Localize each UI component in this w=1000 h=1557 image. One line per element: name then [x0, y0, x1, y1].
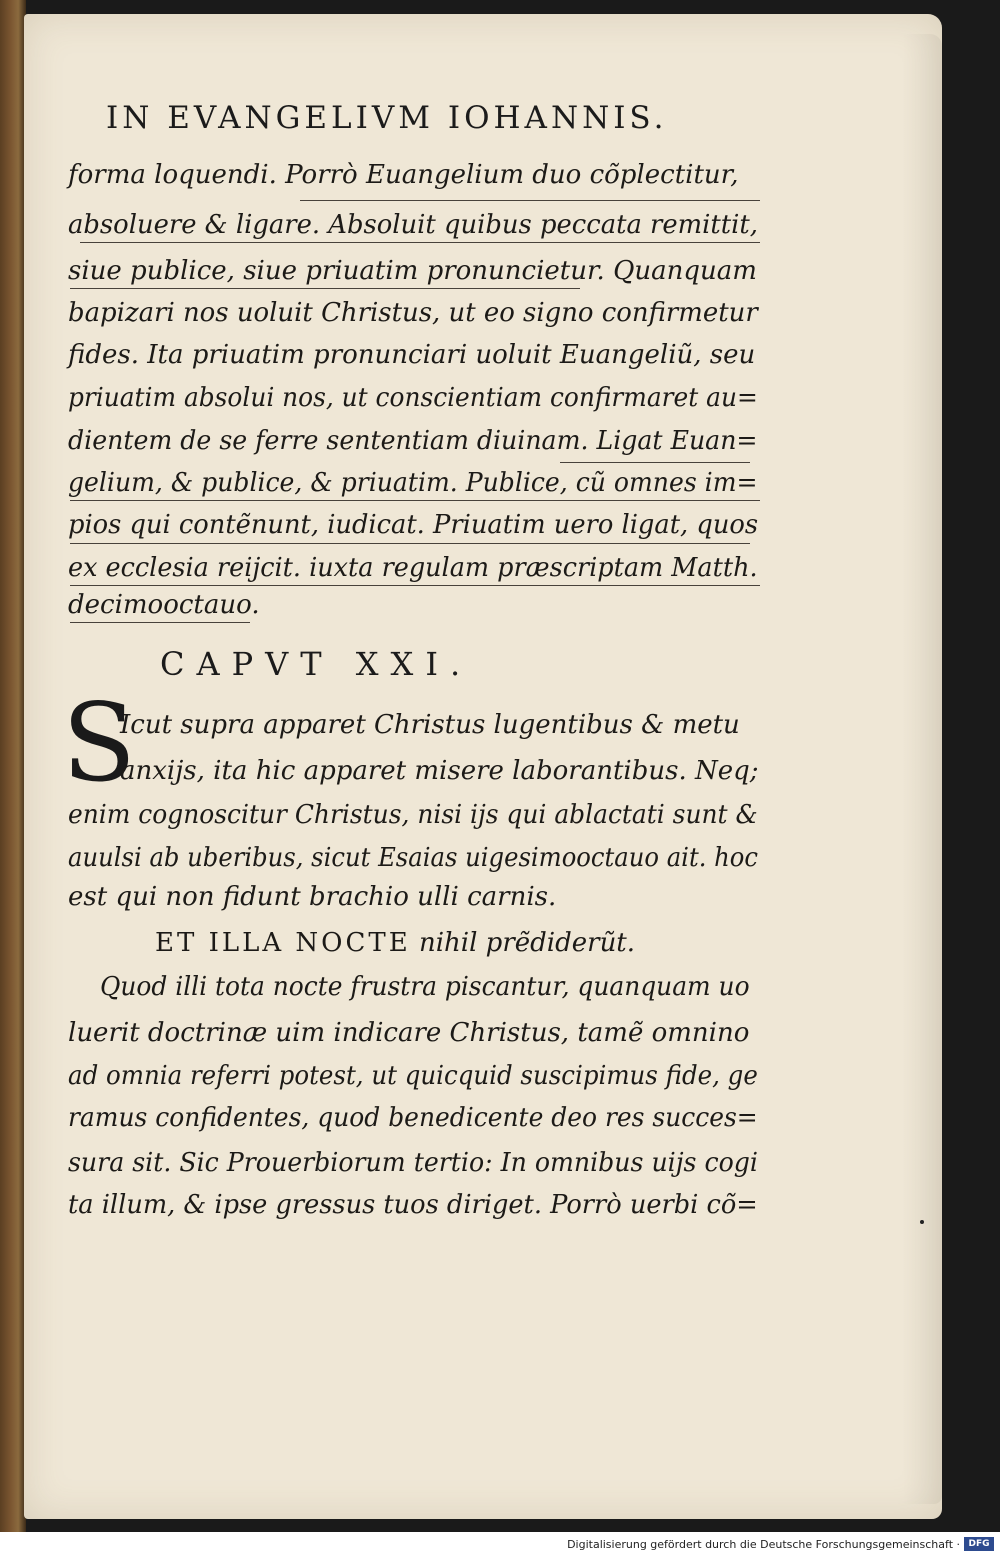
text-line: anxijs, ita hic apparet misere laborantibus. Neq; [120, 756, 759, 786]
running-header: IN EVANGELIVM IOHANNIS. [106, 100, 668, 136]
text-line: priuatim absolui nos, ut conscientiam confirmaret au= [68, 383, 758, 413]
ink-underline [70, 585, 760, 586]
text-line: Icut supra apparet Christus lugentibus & metu [120, 710, 740, 740]
text-line: gelium, & publice, & priuatim. Publice, cũ omnes im= [68, 468, 758, 498]
text-line: fides. Ita priuatim pronunciari uoluit Euangeliũ, seu [68, 340, 756, 370]
dfg-logo: DFG [964, 1537, 994, 1551]
text-line: ex ecclesia reijcit. iuxta regulam præscriptam Matth. [68, 553, 758, 583]
text-line: ad omnia referri potest, ut quicquid suscipimus fide, ge [68, 1061, 758, 1091]
lemma-caps: ET ILLA NOCTE [155, 928, 411, 958]
ink-speck [920, 1220, 924, 1224]
ink-underline [300, 200, 760, 201]
text-line: absoluere & ligare. Absoluit quibus peccata remittit, [68, 210, 758, 240]
ink-underline [70, 622, 250, 623]
text-line: ramus confidentes, quod benedicente deo res succes= [68, 1103, 758, 1133]
lemma-line [155, 930, 635, 956]
text-line: sura sit. Sic Prouerbiorum tertio: In omnibus uijs cogi [68, 1148, 758, 1178]
drop-capital: S [62, 681, 136, 806]
ink-underline [70, 543, 750, 544]
chapter-heading: CAPVT XXI. [160, 645, 473, 683]
ink-underline [80, 242, 760, 243]
text-line: siue publice, siue priuatim pronuncietur. Quanquam [68, 256, 757, 286]
ink-underline [70, 288, 580, 289]
text-line: enim cognoscitur Christus, nisi ijs qui ablactati sunt & [68, 800, 758, 830]
text-line: ta illum, & ipse gressus tuos diriget. Porrò uerbi cõ= [68, 1190, 758, 1220]
text-line: est qui non fidunt brachio ulli carnis. [68, 882, 557, 912]
text-line: luerit doctrinæ uim indicare Christus, tamẽ omnino [68, 1018, 750, 1048]
text-line: Quod illi tota nocte frustra piscantur, quanquam uo [100, 972, 750, 1002]
text-line: bapizari nos uoluit Christus, ut eo signo confirmetur [68, 298, 758, 328]
text-line: decimooctauo. [68, 590, 260, 620]
text-line: forma loquendi. Porrò Euangelium duo cõplectitur, [68, 160, 739, 190]
ink-underline [560, 462, 750, 463]
text-line: pios qui contẽnunt, iudicat. Priuatim uero ligat, quos [68, 510, 759, 540]
lemma-text: nihil prẽdiderũt. [418, 928, 636, 958]
text-line: dientem de se ferre sententiam diuinam. Ligat Euan= [68, 426, 758, 456]
book-spine [0, 0, 26, 1532]
text-line: auulsi ab uberibus, sicut Esaias uigesimooctauo ait. hoc [68, 843, 758, 873]
ink-underline [70, 500, 760, 501]
footer-credit: Digitalisierung gefördert durch die Deutsche Forschungsgemeinschaft · [567, 1538, 960, 1551]
